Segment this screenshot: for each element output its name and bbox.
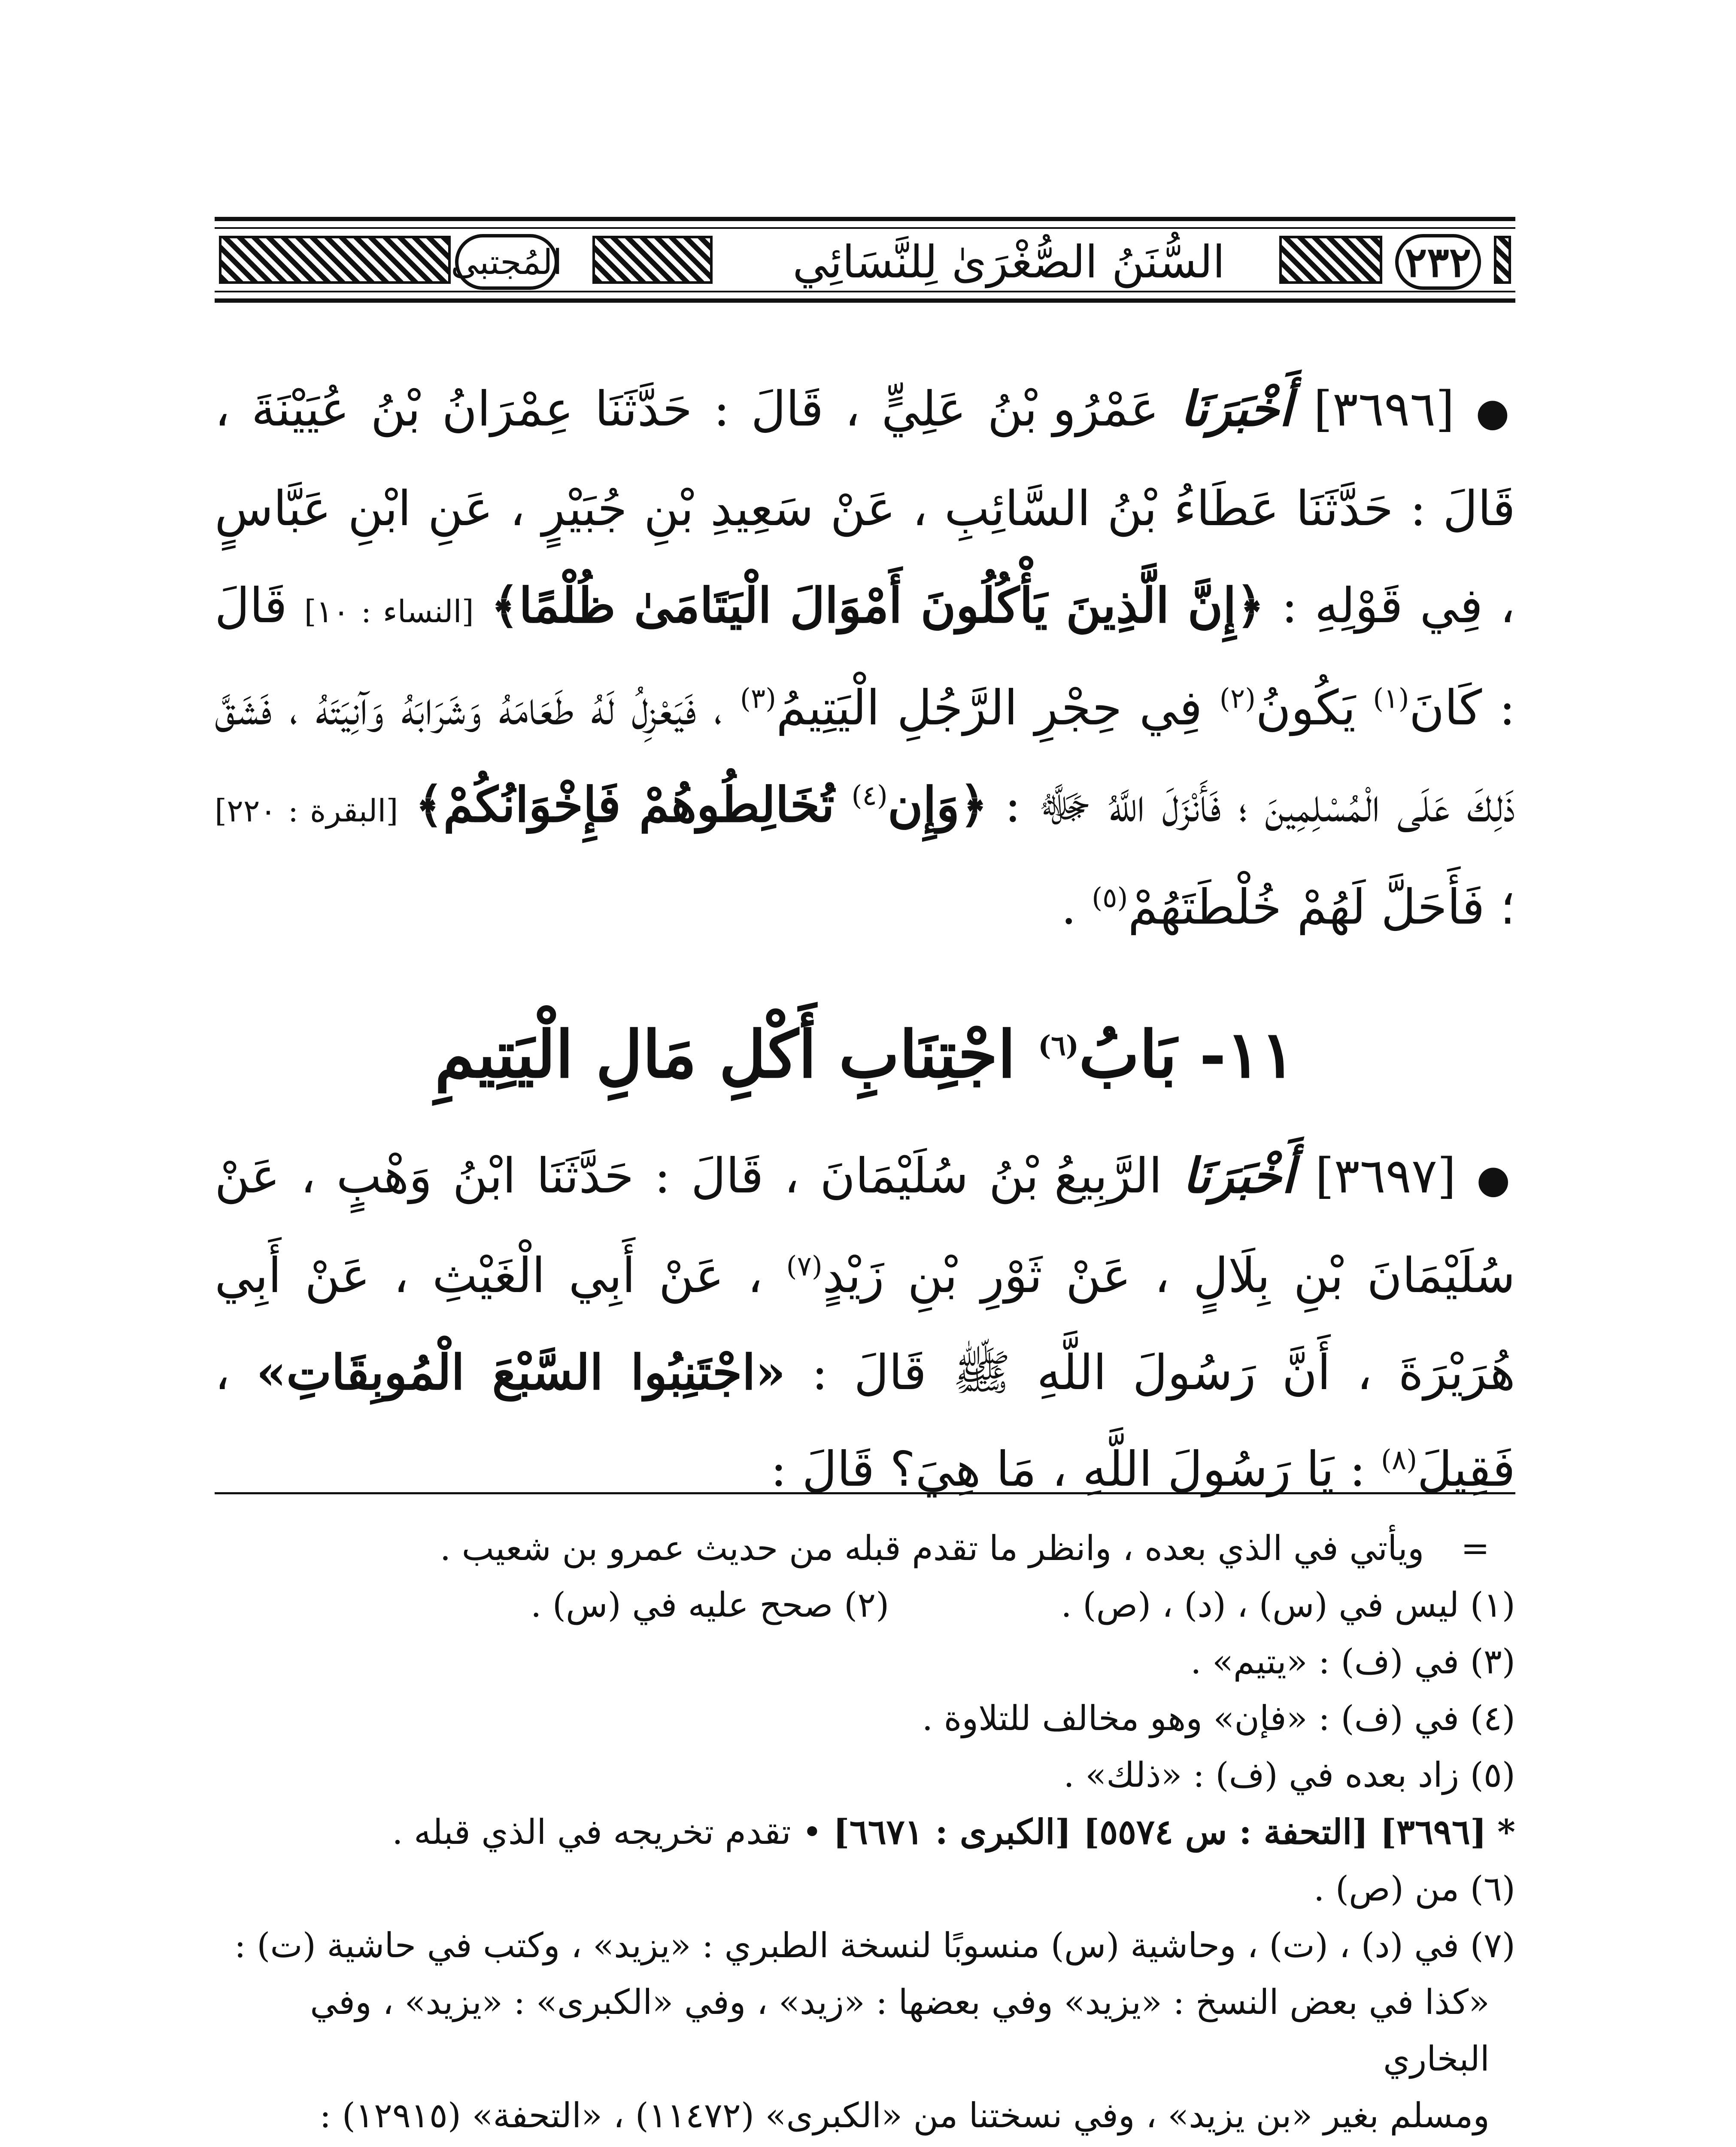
running-header xyxy=(215,217,1515,303)
footnote-1: (١) ليس في (س) ، (د) ، (ص) . xyxy=(1061,1585,1515,1625)
footnote-7-line-3: ومسلم بغير «بن يزيد» ، وفي نسختنا من «الكبرى» (١١٤٧٢) ، «التحفة» (١٢٩١٥) : xyxy=(319,2095,1490,2135)
hadith-text: يَكُونُ xyxy=(1256,680,1356,736)
hadith-text: عَمْرُو بْنُ عَلِيٍّ ، قَالَ : حَدَّثَنَا عِمْرَانُ بْنُ عُيَيْنَةَ ، قَالَ : حَدَّثَنَا عَطَاءُ بْنُ السَّائِبِ ، عَنْ سَعِيدِ بْنِ جُبَيْرٍ ، عَنِ ابْنِ عَبَّاسٍ ، فِي قَوْلِهِ : xyxy=(215,381,1515,634)
page-number: ٢٣٢ xyxy=(1395,234,1481,290)
footnote-marker: (٨) xyxy=(1381,1444,1417,1476)
header-ornament-right xyxy=(1494,236,1511,284)
bullet-icon: ● xyxy=(1476,1157,1515,1202)
footnote-text: ويأتي في الذي بعده ، وانظر ما تقدم قبله من حديث عمرو بن شعيب . xyxy=(440,1528,1424,1568)
bullet-icon: ● xyxy=(1475,390,1515,435)
prophetic-saying: «اجْتَنِبُوا السَّبْعَ الْمُوبِقَاتِ» xyxy=(256,1344,786,1401)
book-title: السُّنَنُ الصُّغْرَىٰ لِلنَّسَائِي xyxy=(792,236,1225,288)
footnote-7-line-4 xyxy=(215,2144,1515,2147)
hadith-text: فِي حِجْرِ الرَّجُلِ الْيَتِيمُ xyxy=(776,680,1202,736)
hadith-3696 xyxy=(215,361,1515,956)
star-icon: * xyxy=(1497,1812,1515,1852)
footnote-7-line-1: (٧) في (د) ، (ت) ، وحاشية (س) منسوبًا لنسخة الطبري : «يزيد» ، وكتب في حاشية (ت) : xyxy=(234,1925,1515,1965)
hadith-text: . xyxy=(1061,879,1077,935)
hadith-text: ، عَنْ أَبِي الْغَيْثِ ، عَنْ أَبِي هُرَيْرَةَ ، أَنَّ رَسُولَ اللَّهِ ﷺ قَالَ : xyxy=(215,1248,1515,1401)
header-ornament-left xyxy=(219,236,451,284)
quran-reference: [النساء : ١٠] xyxy=(304,593,474,630)
footnote-marker: (٢) xyxy=(1219,683,1256,715)
chapter-number: ١١- xyxy=(1199,1017,1296,1092)
hadith-text: قَالَ : كَانَ xyxy=(215,578,1516,736)
quran-quote: ﴿وَإِن xyxy=(887,777,988,833)
footnote-separator xyxy=(215,1492,1515,1494)
hadith-text: ، فَقِيلَ xyxy=(215,1345,1515,1497)
header-ornament-middle-left xyxy=(592,236,713,284)
footnote-marker: (٦) xyxy=(1038,1030,1079,1062)
footnote-marker: (٧) xyxy=(786,1250,822,1283)
hadith-opening: أَخْبَرَنَا xyxy=(1182,1148,1295,1204)
footnote-6: (٦) من (ص) . xyxy=(1313,1869,1515,1909)
footnote-marker: (٤) xyxy=(851,780,888,812)
hadith-text: : يَا رَسُولَ اللَّهِ ، مَا هِيَ؟ قَالَ : xyxy=(770,1441,1366,1497)
hadith-opening: أَخْبَرَنَا xyxy=(1180,381,1293,437)
takhrij-code: [٣٦٩٦] [التحفة : س ٥٥٧٤] [الكبرى : ٦٦٧١] xyxy=(833,1812,1487,1852)
takhrij-note xyxy=(215,1803,1515,1861)
hadith-3697 xyxy=(215,1128,1515,1518)
footnotes xyxy=(215,1520,1515,2147)
footnote-row xyxy=(215,1577,1515,1633)
hadith-text: الرَّبِيعُ بْنُ سُلَيْمَانَ ، قَالَ : حَدَّثَنَا ابْنُ وَهْبٍ ، عَنْ سُلَيْمَانَ بْنِ بِلَالٍ ، عَنْ ثَوْرِ بْنِ زَيْدٍ xyxy=(215,1148,1516,1304)
quran-quote: تُخَالِطُوهُمْ فَإِخْوَانُكُمْ﴾ xyxy=(415,777,835,833)
footnote-4: (٤) في (ف) : «فإن» وهو مخالف للتلاوة . xyxy=(922,1698,1515,1738)
series-badge: المُجتبى xyxy=(455,234,558,290)
chapter-word: بَابُ xyxy=(1079,1017,1177,1092)
hadith-number: [٣٦٩٦] xyxy=(1314,381,1455,437)
footnote-continuation xyxy=(215,1520,1515,1577)
header-ornament-middle-right xyxy=(1279,236,1382,284)
hadith-text: ؛ فَأَحَلَّ لَهُمْ خُلْطَتَهُمْ xyxy=(1128,879,1515,935)
continuation-mark: = xyxy=(1460,1528,1490,1568)
footnote-2: (٢) صحح عليه في (س) . xyxy=(530,1585,889,1625)
footnote-marker: (٣) xyxy=(740,683,777,715)
quran-reference: [البقرة : ٢٢٠] xyxy=(215,793,398,829)
hadith-text: ، فَيَعْزِلُ لَهُ طَعَامَهُ وَشَرَابَهُ وَآنِيَتَهُ ، فَشَقَّ ذَلِكَ عَلَى الْمُسْلِمِينَ ؛ فَأَنْزَلَ اللَّهُ ﷻ : xyxy=(215,680,1516,833)
footnote-marker: (٥) xyxy=(1092,882,1128,914)
footnote-5: (٥) زاد بعده في (ف) : «ذلك» . xyxy=(1063,1755,1515,1795)
footnote-3: (٣) في (ف) : «يتيم» . xyxy=(1190,1642,1515,1682)
main-text xyxy=(215,361,1515,1518)
hadith-number: [٣٦٩٧] xyxy=(1315,1148,1456,1204)
footnote-marker: (١) xyxy=(1373,683,1409,715)
chapter-title: اجْتِنَابِ أَكْلِ مَالِ الْيَتِيمِ xyxy=(434,1017,1016,1092)
chapter-heading xyxy=(215,1007,1515,1102)
footnote-7-line-2: «كذا في بعض النسخ : «يزيد» وفي بعضها : «زيد» ، وفي «الكبرى» : «يزيد» ، وفي البخاري xyxy=(310,1982,1490,2079)
takhrij-text: • تقدم تخريجه في الذي قبله . xyxy=(392,1812,822,1852)
quran-quote: ﴿إِنَّ الَّذِينَ يَأْكُلُونَ أَمْوَالَ الْيَتَامَىٰ ظُلْمًا﴾ xyxy=(491,578,1265,634)
